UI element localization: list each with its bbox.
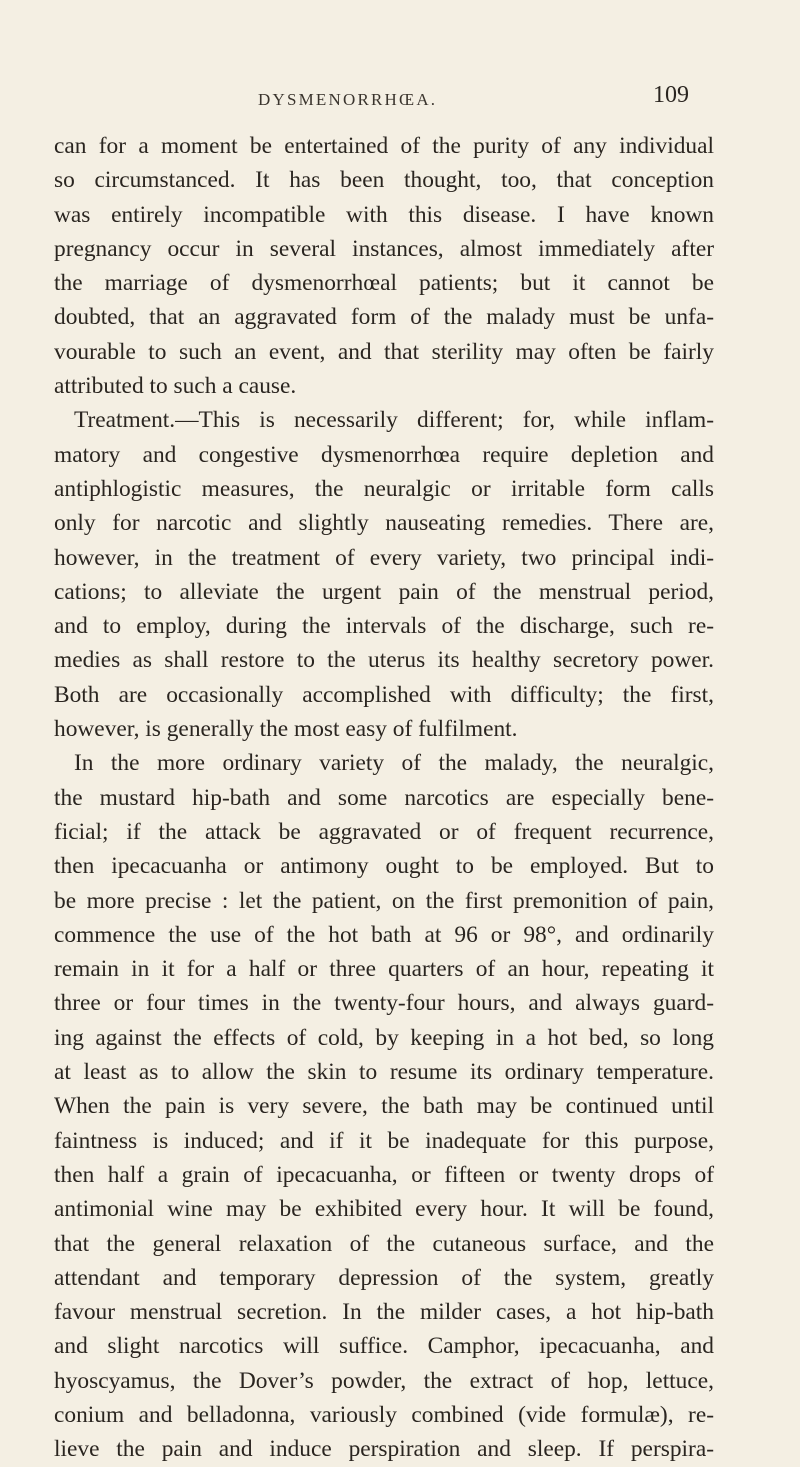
text-line: ficial; if the attack be aggravated or of frequent recurrence, — [54, 818, 714, 845]
text-line: attributed to such a cause. — [54, 373, 297, 400]
text-line: the marriage of dysmenorrhœal patients; but it cannot be — [54, 270, 714, 297]
text-line: remain in it for a half or three quarters of an hour, repeating it — [54, 956, 714, 983]
text-line: at least as to allow the skin to resume its ordinary temperature. — [54, 1059, 714, 1086]
text-line: In the more ordinary variety of the malady, the neuralgic, — [74, 750, 714, 777]
running-title: DYSMENORRHŒA. — [258, 90, 438, 109]
text-line: faintness is induced; and if it be inadequate for this purpose, — [54, 1127, 714, 1154]
text-line: was entirely incompatible with this disease. I have known — [54, 201, 714, 228]
text-line: Both are occasionally accomplished with difficulty; the first, — [54, 681, 714, 708]
text-line: conium and belladonna, variously combined (vide formulæ), re- — [54, 1401, 714, 1428]
text-line: lieve the pain and induce perspiration and sleep. If perspira- — [54, 1436, 714, 1463]
text-line: then half a grain of ipecacuanha, or fifteen or twenty drops of — [54, 1161, 714, 1188]
text-line: that the general relaxation of the cutaneous surface, and the — [54, 1230, 714, 1257]
text-line: be more precise : let the patient, on the first premonition of pain, — [54, 887, 714, 914]
text-line: matory and congestive dysmenorrhœa require depletion and — [54, 441, 714, 468]
text-line: however, is generally the most easy of fulfilment. — [54, 716, 518, 743]
text-line: the mustard hip-bath and some narcotics are especially bene- — [54, 784, 714, 811]
text-line: pregnancy occur in several instances, almost immediately after — [54, 235, 714, 262]
text-line: Treatment.—This is necessarily different; for, while inflam- — [74, 407, 714, 434]
text-line: cations; to alleviate the urgent pain of the menstrual period, — [54, 578, 714, 605]
text-line: attendant and temporary depression of the system, greatly — [54, 1264, 714, 1291]
text-line: hyoscyamus, the Dover’s powder, the extract of hop, lettuce, — [54, 1367, 714, 1394]
text-line: When the pain is very severe, the bath may be continued until — [54, 1093, 714, 1120]
text-line: favour menstrual secretion. In the milder cases, a hot hip-bath — [54, 1299, 714, 1326]
page-header — [0, 82, 800, 118]
text-line: medies as shall restore to the uterus its healthy secretory power. — [54, 647, 714, 674]
text-line: can for a moment be entertained of the purity of any individual — [54, 133, 714, 159]
text-line: and to employ, during the intervals of the discharge, such re- — [54, 613, 714, 640]
text-line: so circumstanced. It has been thought, too, that conception — [54, 167, 714, 194]
body-text — [54, 129, 714, 1467]
text-line: then ipecacuanha or antimony ought to be employed. But to — [54, 853, 714, 880]
text-line: only for narcotic and slightly nauseating remedies. There are, — [54, 510, 714, 537]
text-line: three or four times in the twenty-four hours, and always guard- — [54, 990, 714, 1017]
text-line: antimonial wine may be exhibited every hour. It will be found, — [54, 1196, 714, 1223]
text-line: doubted, that an aggravated form of the malady must be unfa- — [54, 304, 714, 331]
text-line: antiphlogistic measures, the neuralgic or irritable form calls — [54, 475, 714, 502]
page-number: 109 — [653, 82, 689, 108]
text-line: however, in the treatment of every variety, two principal indi- — [54, 544, 714, 571]
text-line: ing against the effects of cold, by keeping in a hot bed, so long — [54, 1024, 714, 1051]
text-line: and slight narcotics will suffice. Camphor, ipecacuanha, and — [54, 1333, 714, 1360]
text-line: commence the use of the hot bath at 96 or 98°, and ordinarily — [54, 921, 714, 948]
text-line: vourable to such an event, and that sterility may often be fairly — [54, 338, 714, 365]
